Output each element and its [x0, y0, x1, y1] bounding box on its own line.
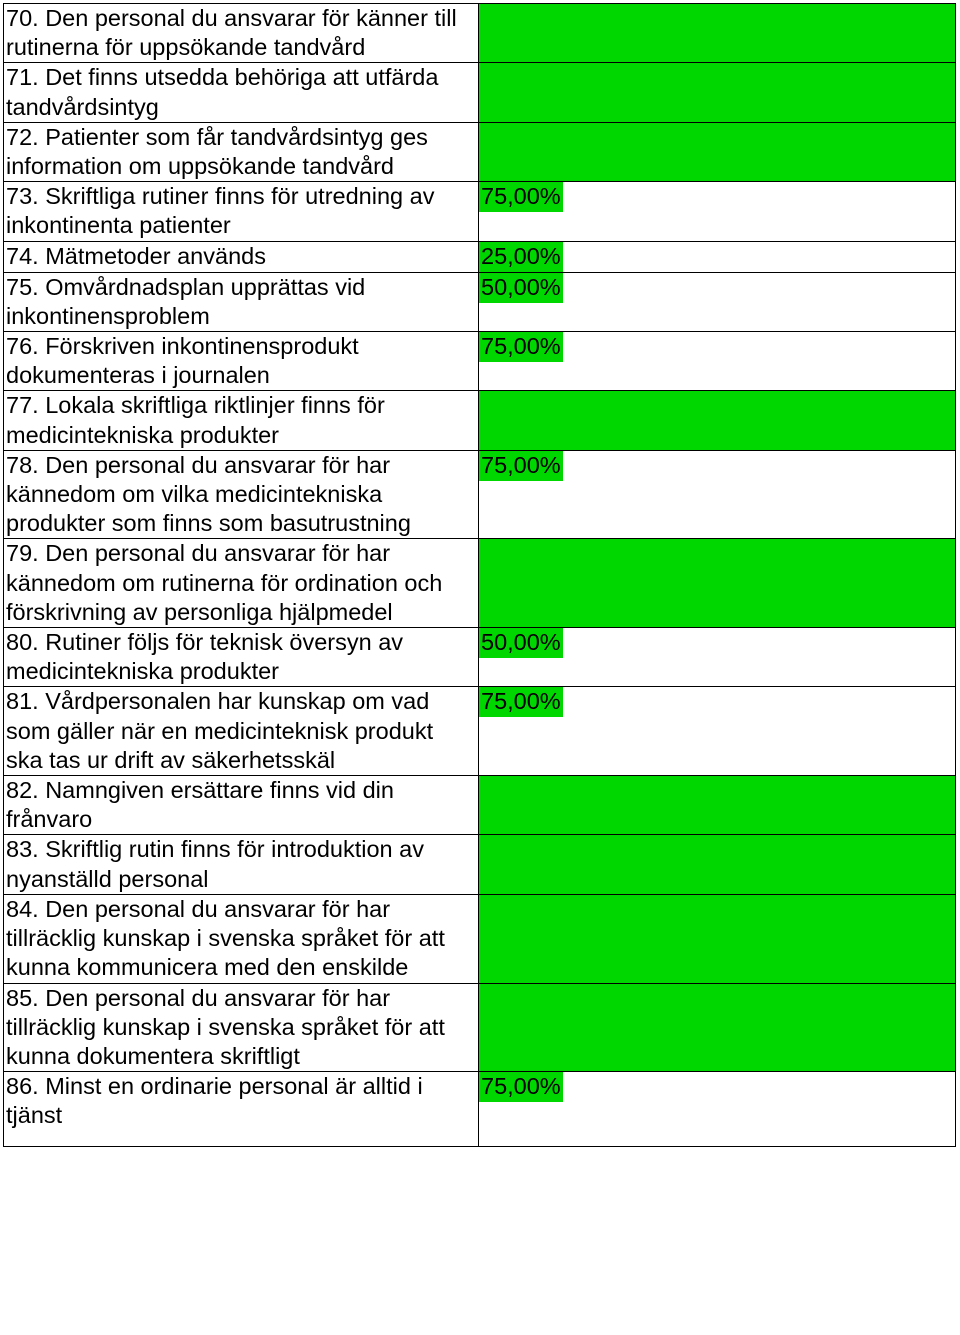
percent-value: 75,00%: [479, 687, 563, 717]
result-cell: [479, 776, 956, 835]
percent-value: 25,00%: [479, 242, 563, 272]
table-row: [4, 122, 956, 181]
table-row: [4, 63, 956, 122]
result-cell: [479, 835, 956, 894]
question-label: 81. Vårdpersonalen har kunskap om vad som gäller när en medicinteknisk produkt ska tas ur drift av säkerhetsskäl: [4, 687, 479, 776]
table-row: [4, 272, 956, 331]
percent-value: 50,00%: [479, 273, 563, 303]
question-label: 76. Förskriven inkontinensprodukt dokumenteras i journalen: [4, 332, 479, 391]
question-label: 75. Omvårdnadsplan upprättas vid inkontinensproblem: [4, 272, 479, 331]
table-row: [4, 182, 956, 241]
result-cell: [479, 983, 956, 1072]
question-label: 80. Rutiner följs för teknisk översyn av medicintekniska produkter: [4, 628, 479, 687]
result-cell: [479, 450, 956, 539]
result-cell: [479, 1072, 956, 1147]
table-row: [4, 776, 956, 835]
table-row: [4, 835, 956, 894]
question-label: 86. Minst en ordinarie personal är alltid i tjänst: [4, 1072, 479, 1147]
table-row: [4, 1072, 956, 1147]
result-cell: [479, 122, 956, 181]
result-cell: [479, 628, 956, 687]
question-label: 82. Namngiven ersättare finns vid din frånvaro: [4, 776, 479, 835]
table-row: [4, 4, 956, 63]
percent-value: 75,00%: [479, 182, 563, 212]
result-cell: [479, 272, 956, 331]
table-row: [4, 332, 956, 391]
percent-value: 75,00%: [479, 451, 563, 481]
question-label: 78. Den personal du ansvarar för har kännedom om vilka medicintekniska produkter som finns som basutrustning: [4, 450, 479, 539]
results-table: [3, 3, 956, 1147]
result-cell: [479, 391, 956, 450]
question-label: 79. Den personal du ansvarar för har kännedom om rutinerna för ordination och förskrivning av personliga hjälpmedel: [4, 539, 479, 628]
result-cell: [479, 4, 956, 63]
table-row: [4, 983, 956, 1072]
question-label: 83. Skriftlig rutin finns för introduktion av nyanställd personal: [4, 835, 479, 894]
question-label: 72. Patienter som får tandvårdsintyg ges information om uppsökande tandvård: [4, 122, 479, 181]
question-label: 85. Den personal du ansvarar för har tillräcklig kunskap i svenska språket för att kunna dokumentera skriftligt: [4, 983, 479, 1072]
table-row: [4, 687, 956, 776]
table-row: [4, 628, 956, 687]
question-label: 74. Mätmetoder används: [4, 241, 479, 272]
table-row: [4, 539, 956, 628]
question-label: 84. Den personal du ansvarar för har tillräcklig kunskap i svenska språket för att kunna kommunicera med den enskilde: [4, 894, 479, 983]
table-row: [4, 450, 956, 539]
question-label: 71. Det finns utsedda behöriga att utfärda tandvårdsintyg: [4, 63, 479, 122]
table-row: [4, 391, 956, 450]
result-cell: [479, 332, 956, 391]
question-label: 73. Skriftliga rutiner finns för utredning av inkontinenta patienter: [4, 182, 479, 241]
result-cell: [479, 894, 956, 983]
result-cell: [479, 539, 956, 628]
result-cell: [479, 182, 956, 241]
percent-value: 75,00%: [479, 1072, 563, 1102]
table-row: [4, 894, 956, 983]
percent-value: 50,00%: [479, 628, 563, 658]
result-cell: [479, 63, 956, 122]
percent-value: 75,00%: [479, 332, 563, 362]
result-cell: [479, 241, 956, 272]
question-label: 77. Lokala skriftliga riktlinjer finns för medicintekniska produkter: [4, 391, 479, 450]
question-label: 70. Den personal du ansvarar för känner till rutinerna för uppsökande tandvård: [4, 4, 479, 63]
result-cell: [479, 687, 956, 776]
table-row: [4, 241, 956, 272]
